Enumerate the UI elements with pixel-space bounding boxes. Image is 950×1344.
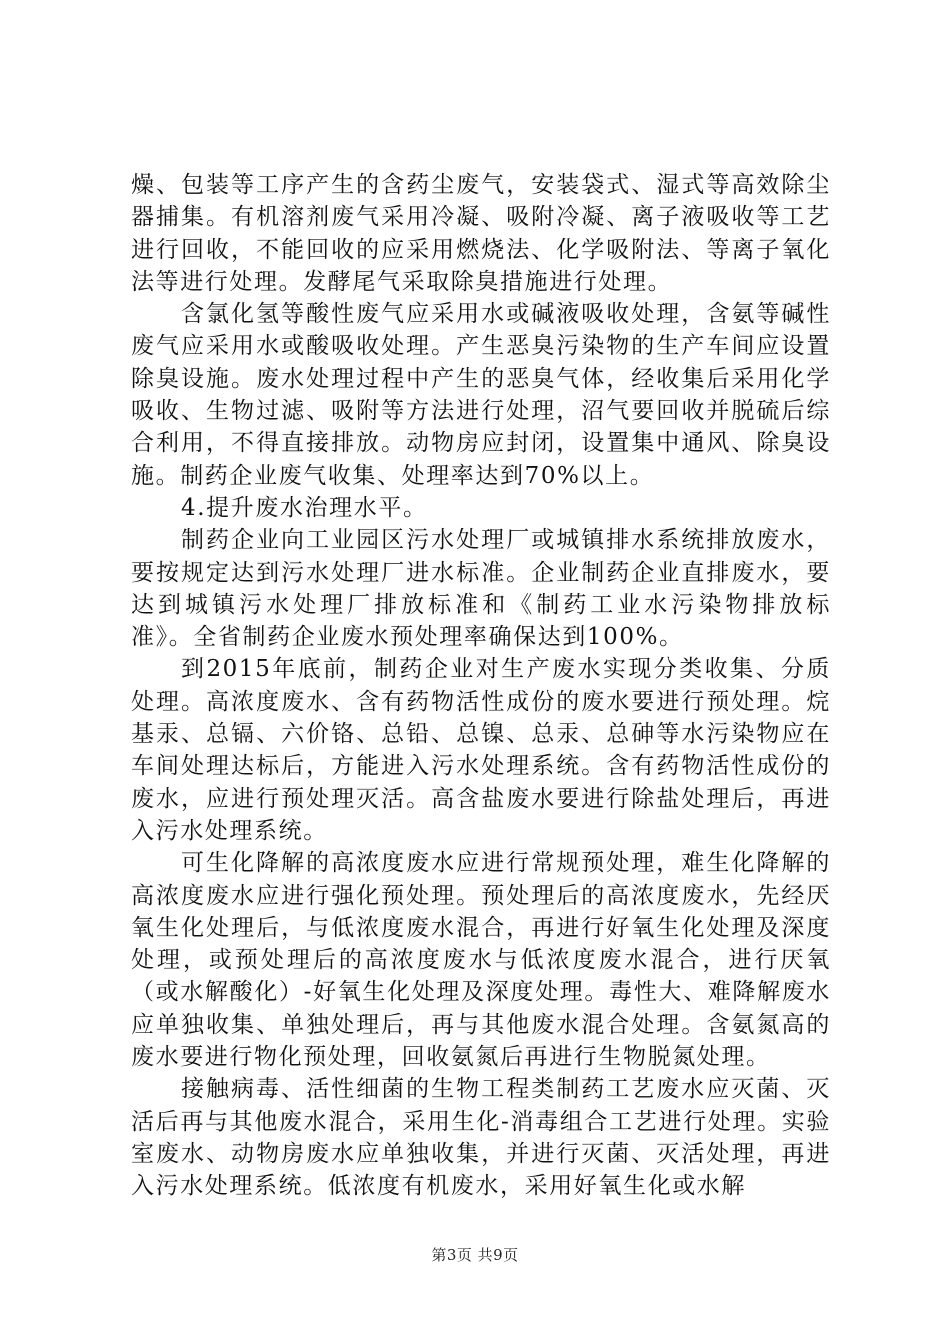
- paragraph-bio-engineering: 接触病毒、活性细菌的生物工程类制药工艺废水应灭菌、灭活后再与其他废水混合，采用生化-消毒组合工艺进行处理。实验室废水、动物房废水应单独收集，并进行灭菌、灭活处理，再进入污水处理系统。低浓度有机废水，采用好氧生化或水解: [131, 1076, 831, 1200]
- page-number-footer: 第3页 共9页: [431, 1246, 519, 1264]
- section-heading-wastewater: 4.提升废水治理水平。: [181, 494, 428, 521]
- paragraph-discharge-standard: 制药企业向工业园区污水处理厂或城镇排水系统排放废水，要按规定达到污水处理厂进水标准。企业制药企业直排废水，要达到城镇污水处理厂排放标准和《制药工业水污染物排放标准》。全省制药企业废水预处理率确保达到100%。: [131, 527, 831, 651]
- paragraph-continuation: 燥、包装等工序产生的含药尘废气，安装袋式、湿式等高效除尘器捕集。有机溶剂废气采用冷凝、吸附冷凝、离子液吸收等工艺进行回收，不能回收的应采用燃烧法、化学吸附法、等离子氧化法等进行处理。发酵尾气采取除臭措施进行处理。: [131, 172, 831, 295]
- document-body: [131, 169, 831, 1203]
- paragraph-biodegradable: 可生化降解的高浓度废水应进行常规预处理，难生化降解的高浓度废水应进行强化预处理。预处理后的高浓度废水，先经厌氧生化处理后，与低浓度废水混合，再进行好氧生化处理及深度处理，或预处理后的高浓度废水与低浓度废水混合，进行厌氧（或水解酸化）-好氧生化处理及深度处理。毒性大、难降解废水应单独收集、单独处理后，再与其他废水混合处理。含氨氮高的废水要进行物化预处理，回收氨氮后再进行生物脱氮处理。: [131, 850, 831, 1071]
- paragraph-acid-gas: 含氯化氢等酸性废气应采用水或碱液吸收处理，含氨等碱性废气应采用水或酸吸收处理。产生恶臭污染物的生产车间应设置除臭设施。废水处理过程中产生的恶臭气体，经收集后采用化学吸收、生物过滤、吸附等方法进行处理，沼气要回收并脱硫后综合利用，不得直接排放。动物房应封闭，设置集中通风、除臭设施。制药企业废气收集、处理率达到70%以上。: [131, 301, 831, 489]
- paragraph-classification: 到2015年底前，制药企业对生产废水实现分类收集、分质处理。高浓度废水、含有药物活性成份的废水要进行预处理。烷基汞、总镉、六价铬、总铅、总镍、总汞、总砷等水污染物应在车间处理达标后，方能进入污水处理系统。含有药物活性成份的废水，应进行预处理灭活。高含盐废水要进行除盐处理后，再进入污水处理系统。: [131, 656, 831, 844]
